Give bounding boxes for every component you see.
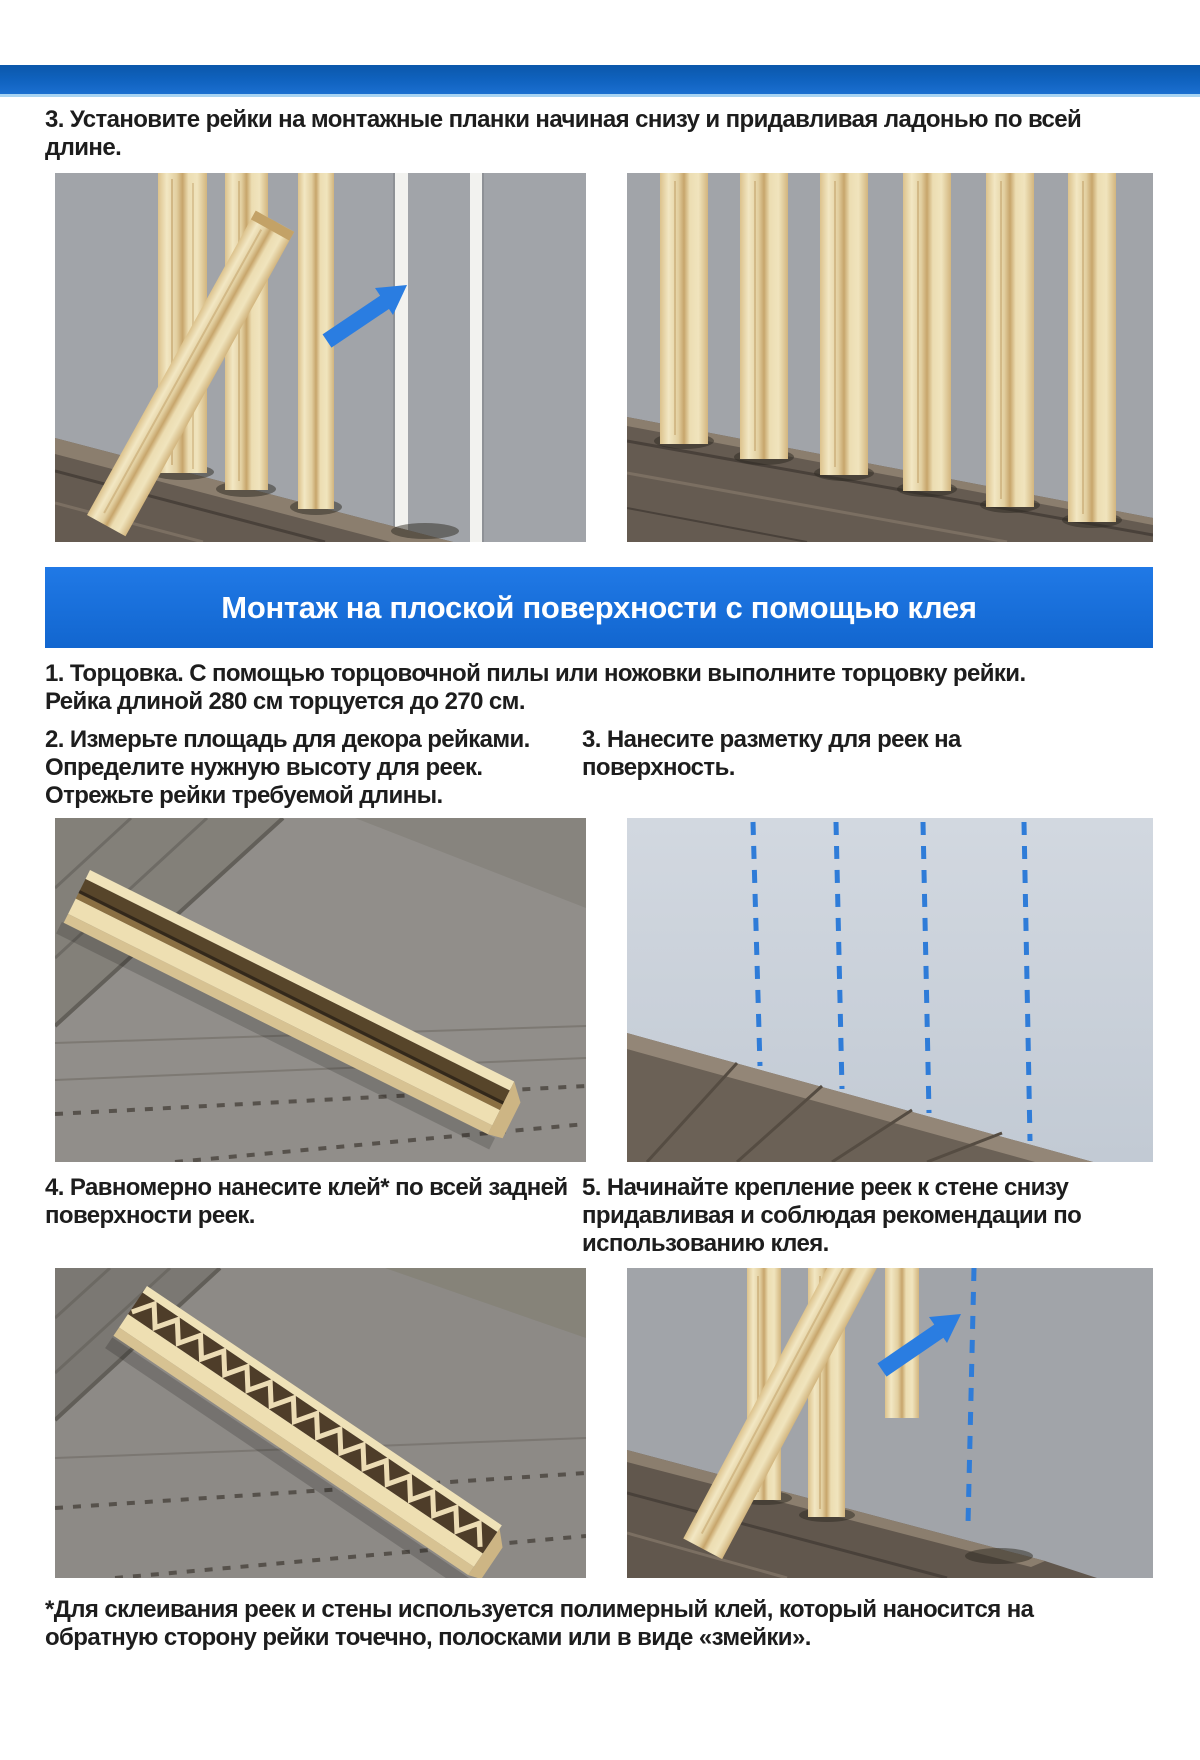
- step4-line: поверхности реек.: [45, 1202, 255, 1229]
- step2-line: Определите нужную высоту для реек.: [45, 754, 483, 781]
- section-banner-title: Монтаж на плоской поверхности с помощью клея: [221, 589, 977, 625]
- step5-line: 5. Начинайте крепление реек к стене снизу: [582, 1174, 1069, 1201]
- step1-text: [45, 660, 1155, 716]
- step4-text: [45, 1174, 580, 1230]
- photo-slats-installed: [627, 173, 1153, 542]
- step2-line: 2. Измерьте площадь для декора рейками.: [45, 726, 530, 753]
- step1-line: Рейка длиной 280 см торцуется до 270 см.: [45, 688, 525, 715]
- footnote-text: [45, 1596, 1155, 1652]
- step1-line: 1. Торцовка. С помощью торцовочной пилы или ножовки выполните торцовку рейки.: [45, 660, 1026, 687]
- step2-line: Отрежьте рейки требуемой длины.: [45, 782, 443, 809]
- footnote-line: обратную сторону рейки точечно, полосками или в виде «змейки».: [45, 1624, 811, 1651]
- step3-line: поверхность.: [582, 754, 735, 781]
- photo-glue-slat-to-wall: [627, 1268, 1153, 1578]
- photo-mounting-plank: [55, 818, 586, 1162]
- step4-line: 4. Равномерно нанесите клей* по всей задней: [45, 1174, 568, 1201]
- top-blue-bar: [0, 65, 1200, 97]
- step5-line: использованию клея.: [582, 1230, 829, 1257]
- step3-text: [582, 726, 1122, 782]
- intro-step-text: [45, 106, 1155, 162]
- step2-text: [45, 726, 580, 810]
- photo-wall-marking-lines: [627, 818, 1153, 1162]
- intro-line: 3. Установите рейки на монтажные планки начиная снизу и придавливая ладонью по всей: [45, 106, 1082, 133]
- footnote-line: *Для склеивания реек и стены используется полимерный клей, который наносится на: [45, 1596, 1034, 1623]
- step5-line: придавливая и соблюдая рекомендации по: [582, 1202, 1082, 1229]
- photo-zigzag-glue: [55, 1268, 586, 1578]
- step3-line: 3. Нанесите разметку для реек на: [582, 726, 961, 753]
- section-banner: [45, 567, 1153, 648]
- photo-install-on-strips: [55, 173, 586, 542]
- step5-text: [582, 1174, 1127, 1258]
- intro-line: длине.: [45, 134, 122, 161]
